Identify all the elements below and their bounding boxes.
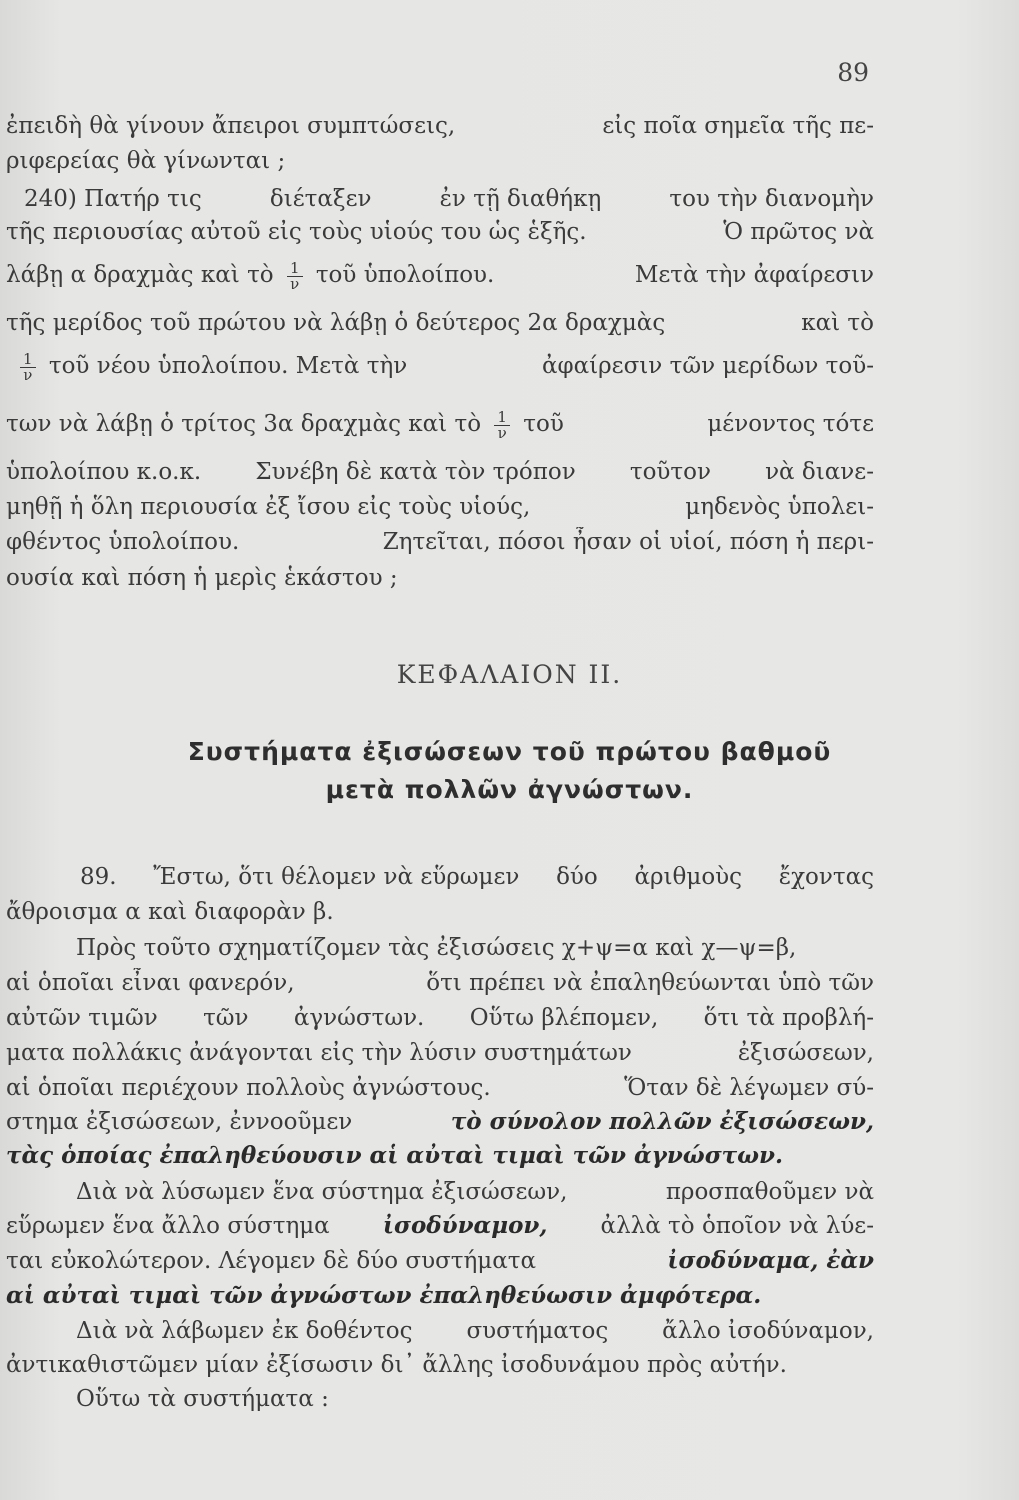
problem-240-start: 240) Πατήρ τις διέταξεν ἐν τῇ διαθήκῃ του τὴν διανομὴν	[24, 186, 874, 212]
text-line-emphasis: ται εὐκολώτερον. Λέγομεν δὲ δύο συστήματα ἰσοδύναμα, ἐὰν	[6, 1247, 874, 1274]
chapter-subtitle-line-1: Συστήματα ἐξισώσεων τοῦ πρώτου βαθμοῦ	[187, 737, 832, 766]
text-line-emphasis: τὰς ὁποίας ἐπαληθεύουσιν αἱ αὐταὶ τιμαὶ τῶν ἀγνώστων.	[6, 1142, 784, 1169]
text-line: Οὕτω τὰ συστήματα :	[76, 1386, 329, 1412]
text-line: ἀντικαθιστῶμεν μίαν ἐξίσωσιν δι᾽ ἄλλης ἰσοδυνάμου πρὸς αὐτήν.	[6, 1352, 787, 1378]
chapter-subtitle-line-2: μετὰ πολλῶν ἀγνώστων.	[325, 775, 694, 804]
page-number: 89	[837, 58, 869, 87]
text-line-with-fraction: των νὰ λάβῃ ὁ τρίτος 3α δραχμὰς καὶ τὸ $\frac{1}{\nu}$ τοῦ μένοντος τότε	[6, 409, 874, 441]
text-line: αἱ ὁποῖαι εἶναι φανερόν, ὅτι πρέπει νὰ ἐπαληθεύωνται ὑπὸ τῶν	[6, 970, 874, 996]
text-line: ματα πολλάκις ἀνάγονται εἰς τὴν λύσιν συστημάτων ἐξισώσεων,	[6, 1040, 874, 1066]
fraction: $\frac{1}{\nu}$	[494, 410, 510, 441]
text-line: ριφερείας θὰ γίνωνται ;	[6, 148, 286, 174]
text-line: μηθῇ ἡ ὅλη περιουσία ἐξ ἴσου εἰς τοὺς υἱούς, μηδενὸς ὑπολει-	[6, 494, 874, 520]
text-line-equations: Πρὸς τοῦτο σχηματίζομεν τὰς ἐξισώσεις χ+ψ=α καὶ χ—ψ=β,	[76, 935, 797, 961]
text-line-with-fraction: λάβῃ α δραχμὰς καὶ τὸ $\frac{1}{\nu}$ τοῦ ὑπολοίπου. Μετὰ τὴν ἀφαίρεσιν	[6, 260, 874, 292]
text-line: ουσία καὶ πόση ἡ μερὶς ἑκάστου ;	[6, 565, 398, 591]
text-line: φθέντος ὑπολοίπου. Ζητεῖται, πόσοι ἦσαν οἱ υἱοί, πόση ἡ περι-	[6, 529, 874, 555]
paragraph-89-start: 89. Ἔστω, ὅτι θέλομεν νὰ εὕρωμεν δύο ἀριθμοὺς ἔχοντας	[80, 864, 874, 890]
text-line: τῆς μερίδος τοῦ πρώτου νὰ λάβῃ ὁ δεύτερος 2α δραχμὰς καὶ τὸ	[6, 310, 874, 336]
text-line-emphasis: εὕρωμεν ἕνα ἄλλο σύστημα ἰσοδύναμον, ἀλλὰ τὸ ὁποῖον νὰ λύε-	[6, 1212, 874, 1239]
fraction: $\frac{1}{\nu}$	[20, 352, 36, 383]
chapter-title: ΚΕΦΑΛΑΙΟΝ ΙΙ.	[396, 660, 623, 689]
text-line: αὐτῶν τιμῶν τῶν ἀγνώστων. Οὕτω βλέπομεν, ὅτι τὰ προβλή-	[6, 1005, 874, 1031]
text-line: Διὰ νὰ λύσωμεν ἕνα σύστημα ἐξισώσεων, προσπαθοῦμεν νὰ	[76, 1179, 874, 1205]
text-line: Διὰ νὰ λάβωμεν ἐκ δοθέντος συστήματος ἄλλο ἰσοδύναμον,	[76, 1318, 874, 1344]
text-line: ἐπειδὴ θὰ γίνουν ἄπειροι συμπτώσεις, εἰς ποῖα σημεῖα τῆς πε-	[6, 113, 874, 139]
text-line-emphasis: αἱ αὐταὶ τιμαὶ τῶν ἀγνώστων ἐπαληθεύωσιν ἀμφότερα.	[6, 1282, 762, 1309]
text-line-emphasis: στημα ἐξισώσεων, ἐννοοῦμεν τὸ σύνολον πολλῶν ἐξισώσεων,	[6, 1108, 874, 1135]
text-line: αἱ ὁποῖαι περιέχουν πολλοὺς ἀγνώστους. Ὅταν δὲ λέγωμεν σύ-	[6, 1075, 874, 1101]
text-line-with-fraction: $\frac{1}{\nu}$ τοῦ νέου ὑπολοίπου. Μετὰ τὴν ἀφαίρεσιν τῶν μερίδων τοῦ-	[6, 351, 874, 383]
text-line: τῆς περιουσίας αὐτοῦ εἰς τοὺς υἱούς του ὡς ἑξῆς. Ὁ πρῶτος νὰ	[6, 219, 874, 245]
text-line: ὑπολοίπου κ.ο.κ. Συνέβη δὲ κατὰ τὸν τρόπον τοῦτον νὰ διανε-	[6, 459, 874, 485]
text-line: ἄθροισμα α καὶ διαφορὰν β.	[6, 899, 334, 925]
fraction: $\frac{1}{\nu}$	[287, 261, 303, 292]
